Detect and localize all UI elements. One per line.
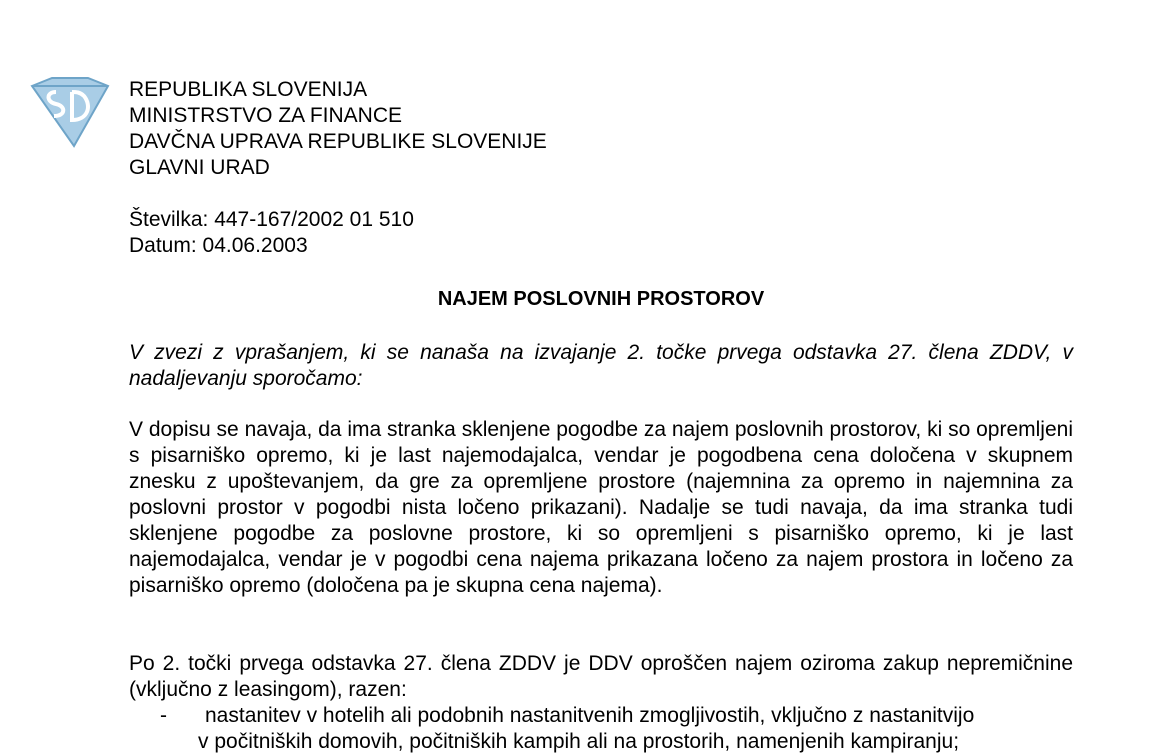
- letterhead-tax-administration: DAVČNA UPRAVA REPUBLIKE SLOVENIJE: [129, 130, 547, 153]
- intro-paragraph: V zvezi z vprašanjem, ki se nanaša na izvajanje 2. točke prvega odstavka 27. člena ZDDV, v nadaljevanju sporočamo:: [129, 341, 1073, 390]
- document-reference: [129, 207, 414, 259]
- bullet-dash: -: [160, 704, 167, 727]
- list-item: [160, 703, 1073, 755]
- document-date: Datum: 04.06.2003: [129, 234, 308, 257]
- bullet-text: nastanitev v hotelih ali podobnih nastanitvenih zmogljivostih, vključno z nastanitvijo: [205, 704, 975, 727]
- letterhead: [129, 77, 547, 181]
- body-paragraph-1: V dopisu se navaja, da ima stranka sklenjene pogodbe za najem poslovnih prostorov, ki so opremljeni s pisarniško opremo, ki je last najemodajalca, vendar je pogodbena cena določena v skupnem znesku z upoštevanjem, da gre za opremljene prostore (najemnina za opremo in najemnina za poslovni prostor v pogodbi nista ločeno prikazani). Nadalje se tudi navaja, da ima stranka tudi sklenjene pogodbe za poslovne prostore, ki so opremljeni s pisarniško opremo, ki je last najemodajalca, vendar je v pogodbi cena najema prikazana ločeno za najem prostora in ločeno za pisarniško opremo (določena pa je skupna cena najema).: [129, 418, 1073, 597]
- bullet-continuation: v počitniških domovih, počitniških kampih ali na prostorih, namenjenih kampiranju;: [198, 730, 960, 753]
- letterhead-office: GLAVNI URAD: [129, 156, 270, 179]
- letterhead-republic: REPUBLIKA SLOVENIJA: [129, 78, 368, 101]
- document-title: NAJEM POSLOVNIH PROSTOROV: [437, 288, 765, 310]
- body-paragraph-2: Po 2. točki prvega odstavka 27. člena ZDDV je DDV oproščen najem oziroma zakup nepremičnine (vključno z leasingom), razen:: [129, 652, 1073, 701]
- tax-administration-logo-icon: [26, 76, 112, 150]
- document-number: Številka: 447-167/2002 01 510: [129, 208, 414, 231]
- letterhead-ministry: MINISTRSTVO ZA FINANCE: [129, 104, 403, 127]
